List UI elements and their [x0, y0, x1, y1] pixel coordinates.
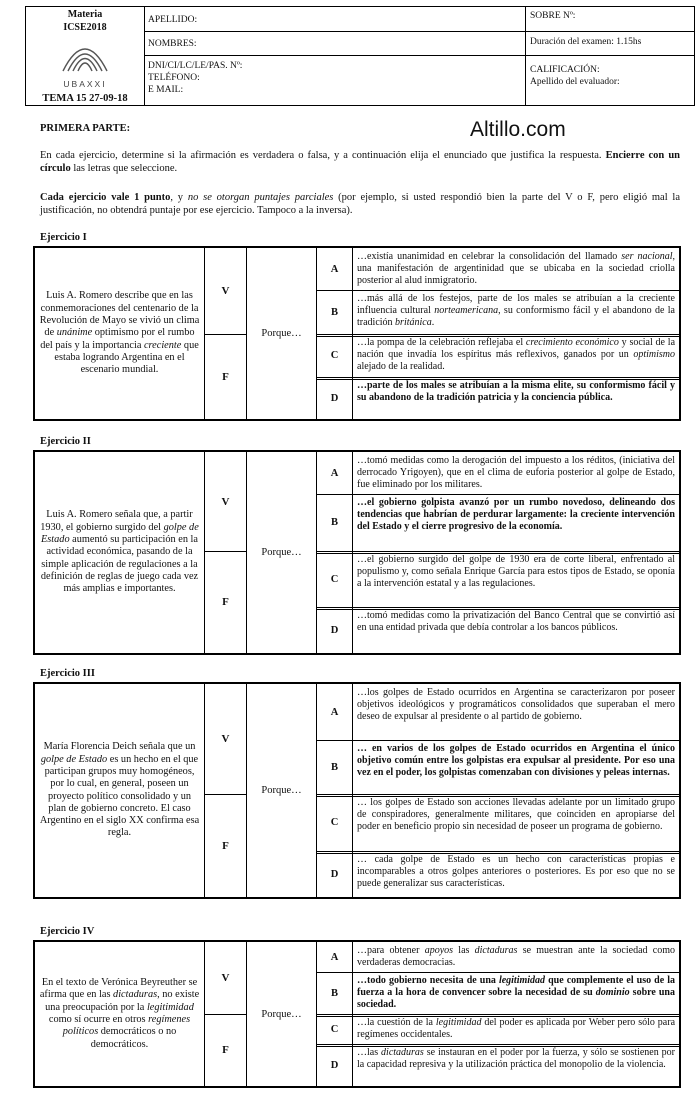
exercise-2-false-option[interactable]: F	[205, 551, 247, 653]
duracion-label: Duración del examen: 1.15hs	[530, 37, 642, 47]
exercise-1-table	[33, 246, 681, 421]
exercise-3-text-b: … en varios de los golpes de Estado ocurridos en Argentina el único objetivo común entre los golpistas era expulsar al presidente. Por eso una vez en el poder, los golpistas comenzaban con divisiones y peleas internas.	[357, 743, 675, 778]
exercise-4-text-a: …para obtener apoyos las dictaduras se muestran ante la sociedad como verdaderas democracias.	[357, 945, 675, 968]
exercise-3-text-d: … cada golpe de Estado es un hecho con características propias e incomparables a otros golpes anteriores o posteriores. Es por eso que no se puede generalizar sus características.	[357, 854, 675, 889]
sobre-field[interactable]: SOBRE Nº:	[530, 11, 576, 21]
exercise-4-text-b: …todo gobierno necesita de una legitimidad que complemente el uso de la fuerza a la hora de convencer sobre la necesidad de su dominio sobre una sociedad.	[357, 975, 676, 1010]
exercise-3-statement: María Florencia Deich señala que un golpe de Estado es un hecho en el que participan grupos muy homogéneos, por lo cual, en general, poseen un proyecto político consolidado y un plan de gobierno concreto. El caso Argentino en el siglo XX confirma esa regla.	[35, 684, 205, 897]
exercise-3-true-option[interactable]: V	[205, 684, 247, 794]
exercise-4-true-option[interactable]: V	[205, 942, 247, 1014]
course-cell	[26, 7, 144, 105]
apellido-field[interactable]: APELLIDO:	[148, 15, 198, 25]
exercise-2-option-d[interactable]: D	[317, 607, 353, 653]
exercise-4-option-c[interactable]: C	[317, 1014, 353, 1044]
exercise-1-option-d[interactable]: D	[317, 377, 353, 419]
exercise-4-porque: Porque…	[247, 942, 317, 1086]
exercise-1-title: Ejercicio I	[40, 232, 87, 243]
exercise-2-statement: Luis A. Romero señala que, a partir 1930, el gobierno surgido del golpe de Estado aumentó su participación en la actividad económica, pasando de la simple aplicación de regulaciones a la definición de reglas de juego cada vez más amplias e importantes.	[35, 452, 205, 653]
exercise-2-title: Ejercicio II	[40, 436, 91, 447]
exercise-3-option-a[interactable]: A	[317, 684, 353, 740]
uba-logo-icon	[55, 33, 115, 75]
uba-logo-text: UBAXXI	[63, 79, 107, 89]
exercise-2-text-c: …el gobierno surgido del golpe de 1930 era de corte liberal, enfrentado al populismo y, como señala Enrique García para estos tipos de Estado, se oponía a la intervención estatal y a las regulaciones.	[357, 554, 675, 589]
exercise-3-title: Ejercicio III	[40, 668, 95, 679]
exercise-3-table	[33, 682, 681, 899]
section-title: PRIMERA PARTE:	[40, 123, 131, 134]
exercise-3-text-c: … los golpes de Estado son acciones llevadas adelante por un limitado grupo de conspiradores, generalmente militares, que coinciden en apropiarse del poder en beneficio propio sin necesidad de poseer un programa de gobierno.	[357, 797, 675, 832]
tema-label: TEMA 15 27-09-18	[42, 93, 128, 104]
altillo-watermark: Altillo.com	[470, 118, 566, 141]
email-field[interactable]: E MAIL:	[148, 85, 184, 95]
nombres-field[interactable]: NOMBRES:	[148, 39, 197, 49]
exercise-1-text-a: …existía unanimidad en celebrar la consolidación del llamado ser nacional, una manifestación de argentinidad que se ubicaba en la sociedad criolla posterior al alud inmigratorio.	[357, 251, 675, 286]
exercise-4-option-d[interactable]: D	[317, 1044, 353, 1086]
exercise-2-option-c[interactable]: C	[317, 551, 353, 607]
exercise-4-option-a[interactable]: A	[317, 942, 353, 972]
exercise-1-true-option[interactable]: V	[205, 248, 247, 334]
exercise-4-text-d: …las dictaduras se instauran en el poder por la fuerza, y sólo se sostienen por la capacidad represiva y la utilización práctica del monopolio de la violencia.	[357, 1047, 675, 1070]
instructions-2: Cada ejercicio vale 1 punto, y no se otorgan puntajes parciales (por ejemplo, si usted respondió bien la parte del V o F, pero eligió mal la justificación, no obtendrá puntaje por ese ejercicio. Tampoco a la inversa).	[40, 192, 680, 216]
materia-label: Materia	[67, 9, 103, 20]
exercise-4-table	[33, 940, 681, 1088]
exercise-2-text-a: …tomó medidas como la derogación del impuesto a los réditos, (iniciativa del derrocado Yrigoyen), que en el clima de euforia posterior al golpe de Estado, fue eliminado por los militares.	[357, 455, 675, 490]
dni-field[interactable]: DNI/CI/LC/LE/PAS. Nº:	[148, 61, 243, 71]
exercise-2-text-d: …tomó medidas como la privatización del Banco Central que se convirtió así en una entidad privada que debía controlar a los bancos públicos.	[357, 610, 675, 633]
course-code: ICSE2018	[63, 22, 107, 33]
exercise-1-option-b[interactable]: B	[317, 290, 353, 334]
exercise-2-text-b: …el gobierno golpista avanzó por un rumbo novedoso, delineando dos tendencias que habrían de perdurar largamente: la creciente intervención del Estado y el cierre progresivo de la economía.	[357, 497, 675, 532]
evaluador-field[interactable]: Apellido del evaluador:	[530, 77, 620, 87]
exercise-3-option-c[interactable]: C	[317, 794, 353, 851]
exercise-4-title: Ejercicio IV	[40, 926, 95, 937]
exercise-2-option-a[interactable]: A	[317, 452, 353, 494]
exercise-1-false-option[interactable]: F	[205, 334, 247, 419]
exercise-1-text-c: …la pompa de la celebración reflejaba el crecimiento económico y social de la nación que invadía los espíritus más reflexivos, ganados por un optimismo alejado de la realidad.	[357, 337, 676, 372]
exercise-3-option-d[interactable]: D	[317, 851, 353, 897]
instructions-1: En cada ejercicio, determine si la afirmación es verdadera o falsa, y a continuación elija el enunciado que justifica la respuesta. Encierre con un círculo las letras que seleccione.	[40, 150, 680, 174]
exercise-4-option-b[interactable]: B	[317, 972, 353, 1014]
exercise-2-true-option[interactable]: V	[205, 452, 247, 551]
exercise-3-false-option[interactable]: F	[205, 794, 247, 897]
exercise-1-text-b: …más allá de los festejos, parte de los males se atribuían a la creciente influencia cultural norteamericana, su conformismo fácil y el abandono de la tradición británica.	[357, 293, 675, 328]
exercise-3-text-a: …los golpes de Estado ocurridos en Argentina se caracterizaron por poseer objetivos ideológicos y programáticos consolidados que superaban el mero deseo de expulsar al presidente o al partido de gobierno.	[357, 687, 675, 722]
exam-header	[25, 6, 695, 106]
exercise-1-porque: Porque…	[247, 248, 317, 419]
exercise-4-text-c: …la cuestión de la legitimidad del poder es aplicada por Weber pero sólo para regímenes occidentales.	[357, 1017, 676, 1040]
exercise-1-option-a[interactable]: A	[317, 248, 353, 290]
exercise-4-statement: En el texto de Verónica Beyreuther se afirma que en las dictaduras, no existe una preocupación por la legitimidad como sí ocurre en otros regímenes políticos democráticos o no democráticos.	[35, 942, 205, 1086]
telefono-field[interactable]: TELÉFONO:	[148, 73, 200, 83]
exercise-1-statement: Luis A. Romero describe que en las conmemoraciones del centenario de la Revolución de Mayo se vivió un clima de unánime optimismo por el rumbo del país y la importancia creciente que estaba logrando Argentina en el escenario mundial.	[35, 248, 205, 419]
exercise-2-porque: Porque…	[247, 452, 317, 653]
exercise-1-option-c[interactable]: C	[317, 334, 353, 377]
exercise-1-text-d: …parte de los males se atribuían a la misma elite, su conformismo fácil y su abandono de la tradición patricia y la conciencia pública.	[357, 380, 675, 403]
exercise-3-option-b[interactable]: B	[317, 740, 353, 794]
exercise-2-table	[33, 450, 681, 655]
exercise-2-option-b[interactable]: B	[317, 494, 353, 551]
calificacion-field[interactable]: CALIFICACIÓN:	[530, 65, 600, 75]
exercise-4-false-option[interactable]: F	[205, 1014, 247, 1086]
exercise-3-porque: Porque…	[247, 684, 317, 897]
